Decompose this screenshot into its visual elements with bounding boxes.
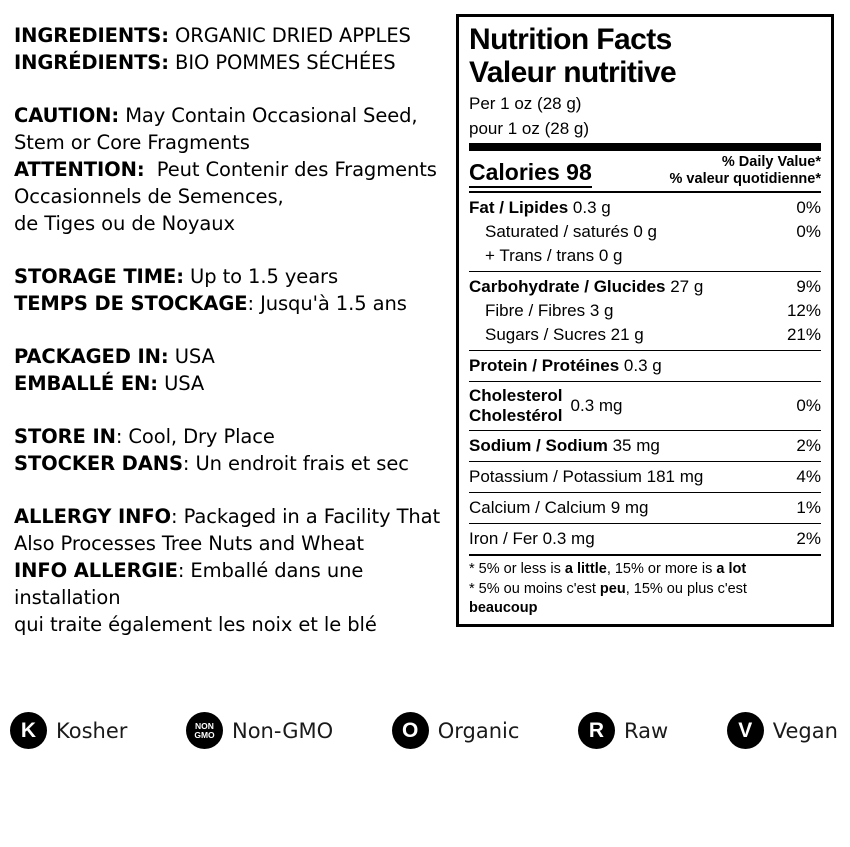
nutrient-amount: Iron / Fer 0.3 mg	[469, 529, 595, 548]
info-line-text: ORGANIC DRIED APPLES	[168, 24, 411, 47]
non-gmo-line-1: NON	[195, 720, 214, 731]
daily-value-header-fr: % valeur quotidienne*	[669, 171, 821, 187]
info-line	[14, 129, 454, 156]
badge-label: Organic	[437, 718, 520, 743]
divider-thin	[469, 523, 821, 524]
info-line-label: STORAGE TIME:	[14, 265, 184, 288]
nutrient-row-trans	[469, 244, 821, 268]
info-line-text: : Emballé dans une installation	[14, 559, 370, 609]
nutrient-dv: 21%	[786, 325, 821, 344]
nutrient-dv: 1%	[796, 498, 821, 517]
divider-medium	[469, 554, 821, 556]
nutrient-row-iron	[469, 527, 821, 551]
badge-label: Non-GMO	[231, 718, 334, 743]
nutrient-amount: 0.3 g	[568, 198, 611, 217]
caution-block	[14, 102, 454, 237]
footnote-fr-c: , 15% ou plus c'est	[625, 580, 747, 597]
nutrient-row-protein	[469, 354, 821, 378]
info-line-text: USA	[168, 345, 215, 368]
ingredients-block	[14, 22, 454, 76]
footnote-en-c: , 15% or more is	[606, 561, 717, 577]
info-line	[14, 290, 454, 317]
nutrient-amount: Potassium / Potassium 181 mg	[469, 467, 704, 486]
nutrient-amount: 35 mg	[607, 436, 660, 455]
nutrient-row-potassium	[469, 465, 821, 489]
info-line-text: : Un endroit frais et sec	[182, 452, 409, 475]
nutrient-amount: + Trans / trans 0 g	[485, 246, 623, 265]
non-gmo-line-2: GMO	[194, 729, 215, 740]
info-line-text: Also Processes Tree Nuts and Wheat	[14, 532, 364, 555]
cholesterol-name-fr: Cholestérol	[469, 406, 563, 425]
badge-vegan	[727, 712, 838, 749]
badge-raw	[578, 712, 668, 749]
divider-thin	[469, 492, 821, 493]
footnote-fr	[469, 579, 821, 599]
nutrient-row-sugars	[469, 323, 821, 347]
storage-time-block	[14, 263, 454, 317]
cholesterol-name-en: Cholesterol	[469, 386, 563, 405]
nutrition-facts-panel	[456, 14, 834, 627]
info-line	[14, 263, 454, 290]
divider-thin	[469, 461, 821, 462]
daily-value-header-en: % Daily Value*	[721, 154, 821, 170]
nutrient-dv: 2%	[796, 529, 821, 548]
info-line	[14, 611, 454, 638]
nutrition-title-en: Nutrition Facts	[469, 23, 672, 56]
footnote-en-a: * 5% or less is	[469, 561, 565, 577]
info-line	[14, 423, 454, 450]
divider-thin	[469, 271, 821, 272]
store-in-block	[14, 423, 454, 477]
info-line-text: BIO POMMES SÉCHÉES	[168, 51, 396, 74]
info-line	[14, 102, 454, 129]
nutrient-amount: Sugars / Sucres 21 g	[485, 325, 644, 344]
info-line-text: Up to 1.5 years	[183, 265, 339, 288]
info-line-label: INFO ALLERGIE	[14, 559, 178, 582]
info-line-label: STORE IN	[14, 425, 116, 448]
info-line	[14, 210, 454, 237]
nutrient-row-saturated	[469, 220, 821, 244]
nutrient-row-sodium	[469, 434, 821, 458]
serving-size-en: Per 1 oz (28 g)	[469, 94, 582, 113]
nutrient-row-fibre	[469, 299, 821, 323]
info-line-text: : Jusqu'à 1.5 ans	[247, 292, 407, 315]
nutrient-name: Carbohydrate / Glucides	[469, 277, 666, 296]
nutrient-name: Sodium / Sodium	[469, 436, 608, 455]
badge-kosher	[10, 712, 127, 749]
info-line-text: Occasionnels de Semences,	[14, 185, 284, 208]
divider-medium	[469, 191, 821, 193]
info-line	[14, 22, 454, 49]
badge-label: Kosher	[56, 718, 128, 743]
info-line-label: STOCKER DANS	[14, 452, 183, 475]
divider-thick	[469, 143, 821, 151]
footnote-fr-b: peu	[599, 580, 626, 597]
footnote-en-b: a little	[564, 561, 607, 577]
info-line-text: Peut Contenir des Fragments	[144, 158, 437, 181]
nutrient-amount: 27 g	[665, 277, 704, 296]
info-line-label: INGREDIENTS:	[14, 24, 169, 47]
nutrient-name: Fat / Lipides	[469, 198, 569, 217]
info-line-text: : Packaged in a Facility That	[171, 505, 441, 528]
footnote-fr-a: * 5% ou moins c'est	[469, 580, 600, 597]
cholesterol-amount: 0.3 mg	[570, 396, 623, 415]
nutrition-title-fr: Valeur nutritive	[469, 56, 677, 89]
nutrient-dv: 0%	[796, 222, 821, 241]
serving-size-fr: pour 1 oz (28 g)	[469, 119, 590, 138]
badge-label: Raw	[624, 718, 669, 743]
badge-organic	[392, 712, 520, 749]
footnote-fr-cont: beaucoup	[469, 600, 538, 616]
info-line-label: PACKAGED IN:	[14, 345, 169, 368]
cholesterol-dv: 0%	[796, 396, 821, 415]
info-line-text: USA	[157, 372, 205, 395]
footnote-en	[469, 559, 821, 579]
info-line-label: CAUTION:	[14, 104, 120, 127]
nutrient-dv: 0%	[796, 198, 821, 217]
raw-icon: R	[578, 712, 615, 749]
info-line	[14, 530, 454, 557]
info-line	[14, 503, 454, 530]
info-line-text: qui traite également les noix et le blé	[14, 613, 377, 636]
calories-label: Calories 98	[469, 159, 592, 188]
nutrient-amount: 0.3 g	[619, 356, 662, 375]
info-line	[14, 370, 454, 397]
nutrient-dv: 9%	[796, 277, 821, 296]
kosher-icon: K	[10, 712, 47, 749]
nutrient-row-fat	[469, 196, 821, 220]
certification-badges	[10, 712, 838, 749]
product-info-column	[14, 22, 454, 664]
nutrient-row-cholesterol	[469, 385, 821, 427]
badge-label: Vegan	[772, 718, 838, 743]
packaged-in-block	[14, 343, 454, 397]
info-line-label: EMBALLÉ EN:	[14, 372, 158, 395]
nutrient-amount: Calcium / Calcium 9 mg	[469, 498, 649, 517]
divider-thin	[469, 430, 821, 431]
nutrient-name: Protein / Protéines	[469, 356, 620, 375]
divider-thin	[469, 381, 821, 382]
allergy-info-block	[14, 503, 454, 638]
info-line-text: May Contain Occasional Seed,	[119, 104, 418, 127]
info-line-label: ATTENTION:	[14, 158, 145, 181]
nutrient-amount: Saturated / saturés 0 g	[485, 222, 657, 241]
nutrient-row-calcium	[469, 496, 821, 520]
organic-icon: O	[392, 712, 429, 749]
nutrient-amount: Fibre / Fibres 3 g	[485, 301, 614, 320]
info-line-text: Stem or Core Fragments	[14, 131, 250, 154]
info-line	[14, 183, 454, 210]
info-line-label: TEMPS DE STOCKAGE	[14, 292, 248, 315]
info-line	[14, 49, 454, 76]
badge-non-gmo	[186, 712, 333, 749]
info-line-label: ALLERGY INFO	[14, 505, 172, 528]
info-line	[14, 557, 454, 611]
nutrient-dv: 12%	[786, 301, 821, 320]
non-gmo-icon	[186, 712, 223, 749]
info-line-text: de Tiges ou de Noyaux	[14, 212, 235, 235]
info-line	[14, 450, 454, 477]
nutrient-dv: 2%	[796, 436, 821, 455]
nutrient-row-carbohydrate	[469, 275, 821, 299]
nutrient-dv: 4%	[796, 467, 821, 486]
vegan-icon: V	[727, 712, 764, 749]
calories-row	[469, 154, 821, 188]
footnote-en-d: a lot	[716, 561, 747, 577]
info-line	[14, 343, 454, 370]
info-line-text: : Cool, Dry Place	[115, 425, 275, 448]
divider-thin	[469, 350, 821, 351]
info-line-label: INGRÉDIENTS:	[14, 51, 169, 74]
info-line	[14, 156, 454, 183]
